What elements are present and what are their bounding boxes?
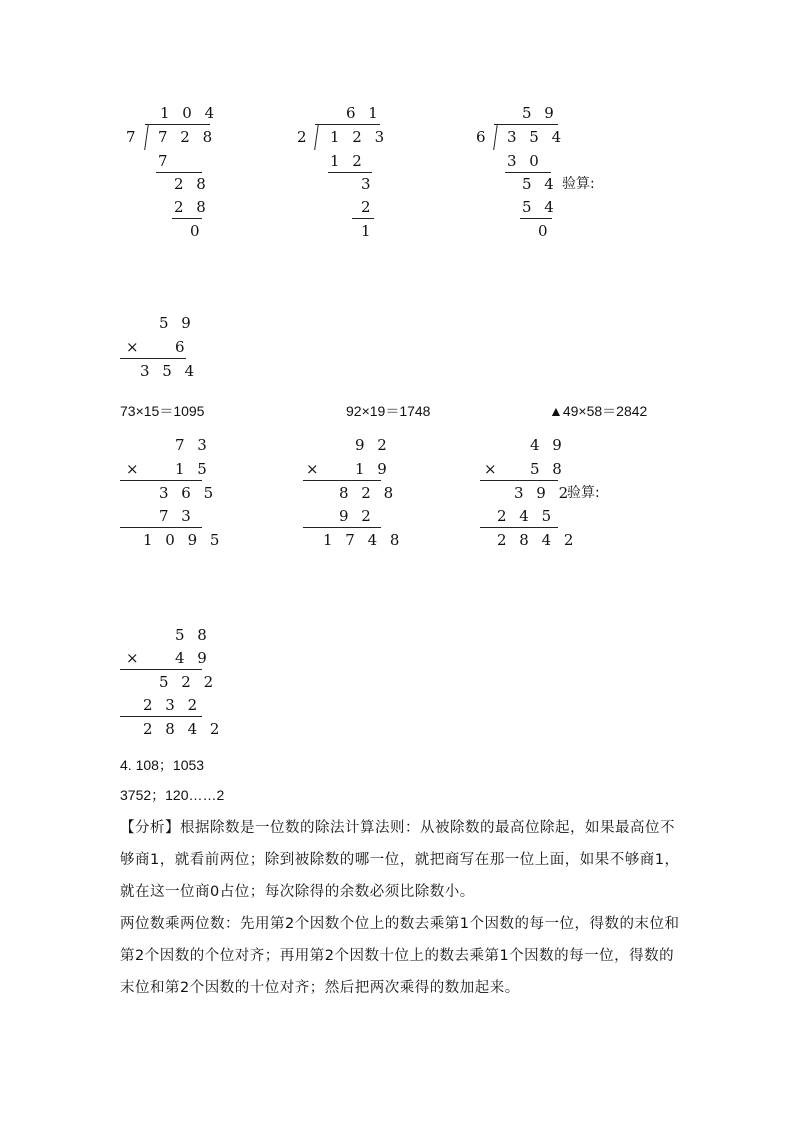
factor-a: 5 8 bbox=[175, 626, 211, 644]
step-product: 5 4 bbox=[522, 198, 558, 216]
step-product: 1 2 bbox=[330, 152, 366, 170]
times-sign: × bbox=[484, 460, 501, 478]
step-line bbox=[172, 218, 202, 219]
step-line bbox=[328, 172, 372, 173]
division-bar bbox=[494, 124, 558, 125]
sum-line bbox=[480, 527, 558, 528]
step-remainder: 5 4 bbox=[522, 175, 558, 193]
product-line bbox=[480, 480, 558, 481]
dividend: 7 2 8 bbox=[158, 128, 217, 146]
answer-line-1: 4. 108；1053 bbox=[120, 757, 205, 773]
division-bracket bbox=[493, 124, 498, 150]
step-line bbox=[520, 218, 552, 219]
factor-a: 5 9 bbox=[159, 314, 195, 332]
quotient: 6 1 bbox=[346, 104, 382, 122]
final-remainder: 0 bbox=[190, 222, 204, 240]
step-product: 7 bbox=[158, 152, 172, 170]
dividend: 3 5 4 bbox=[507, 128, 566, 146]
final-remainder: 0 bbox=[538, 222, 552, 240]
divisor: 7 bbox=[126, 128, 140, 146]
check-label: 验算: bbox=[562, 176, 595, 192]
division-bracket bbox=[314, 124, 319, 150]
product-line bbox=[120, 358, 186, 359]
partial-product-1: 3 6 5 bbox=[159, 484, 218, 502]
divisor: 2 bbox=[297, 128, 311, 146]
partial-product-2: 2 4 5 bbox=[497, 507, 556, 525]
divisor: 6 bbox=[476, 128, 490, 146]
equation-1: 73×15＝1095 bbox=[120, 403, 205, 419]
analysis-section bbox=[120, 812, 680, 1004]
factor-a: 9 2 bbox=[355, 436, 391, 454]
quotient: 1 0 4 bbox=[160, 104, 219, 122]
step-product: 3 0 bbox=[507, 152, 543, 170]
factor-b: 1 9 bbox=[355, 460, 391, 478]
product-line bbox=[120, 669, 202, 670]
factor-b: 1 5 bbox=[175, 460, 211, 478]
times-sign: × bbox=[126, 649, 143, 667]
quotient: 5 9 bbox=[522, 104, 558, 122]
product: 3 5 4 bbox=[140, 362, 199, 380]
factor-b: 4 9 bbox=[175, 649, 211, 667]
division-bar bbox=[315, 124, 380, 125]
step-line bbox=[505, 172, 551, 173]
times-sign: × bbox=[126, 460, 143, 478]
sum-line bbox=[303, 527, 381, 528]
product: 1 7 4 8 bbox=[323, 531, 404, 549]
times-sign: × bbox=[126, 338, 143, 356]
sum-line bbox=[120, 716, 202, 717]
factor-a: 4 9 bbox=[530, 436, 566, 454]
partial-product-2: 9 2 bbox=[339, 507, 375, 525]
step-product: 2 bbox=[361, 198, 375, 216]
partial-product-1: 8 2 8 bbox=[339, 484, 398, 502]
partial-product-1: 5 2 2 bbox=[159, 673, 218, 691]
equation-2: 92×19＝1748 bbox=[346, 403, 431, 419]
product: 2 8 4 2 bbox=[497, 531, 578, 549]
step-line bbox=[156, 172, 202, 173]
times-sign: × bbox=[306, 460, 323, 478]
product: 1 0 9 5 bbox=[143, 531, 224, 549]
partial-product-2: 2 3 2 bbox=[143, 696, 202, 714]
analysis-multiplication-rule: 两位数乘两位数：先用第2个因数个位上的数去乘第1个因数的每一位，得数的末位和第2个因数的个位对齐；再用第2个因数十位上的数去乘第1个因数的每一位，得数的末位和第2个因数的十位对齐；然后把两次乘得的数加起来。 bbox=[120, 916, 680, 996]
factor-a: 7 3 bbox=[175, 436, 211, 454]
product-line bbox=[120, 480, 202, 481]
step-remainder: 2 8 bbox=[174, 175, 210, 193]
sum-line bbox=[120, 527, 202, 528]
step-product: 2 8 bbox=[174, 198, 210, 216]
partial-product-2: 7 3 bbox=[159, 507, 195, 525]
product-line bbox=[303, 480, 381, 481]
equation-3: ▲49×58＝2842 bbox=[549, 403, 648, 419]
factor-b: 5 8 bbox=[530, 460, 566, 478]
dividend: 1 2 3 bbox=[330, 128, 389, 146]
partial-product-1: 3 9 2 bbox=[514, 484, 573, 502]
division-bracket bbox=[144, 124, 149, 150]
analysis-division-rule: 【分析】根据除数是一位数的除法计算法则：从被除数的最高位除起，如果最高位不够商1，就看前两位；除到被除数的哪一位，就把商写在那一位上面，如果不够商1，就在这一位商0占位；每次除得的余数必须比除数小。 bbox=[120, 820, 680, 900]
final-remainder: 1 bbox=[361, 222, 375, 240]
division-bar bbox=[145, 124, 210, 125]
step-line bbox=[352, 218, 374, 219]
factor-b: 6 bbox=[175, 338, 189, 356]
answer-line-2: 3752；120……2 bbox=[120, 787, 225, 803]
step-remainder: 3 bbox=[361, 175, 375, 193]
product: 2 8 4 2 bbox=[143, 720, 224, 738]
check-label: 验算: bbox=[567, 485, 600, 501]
